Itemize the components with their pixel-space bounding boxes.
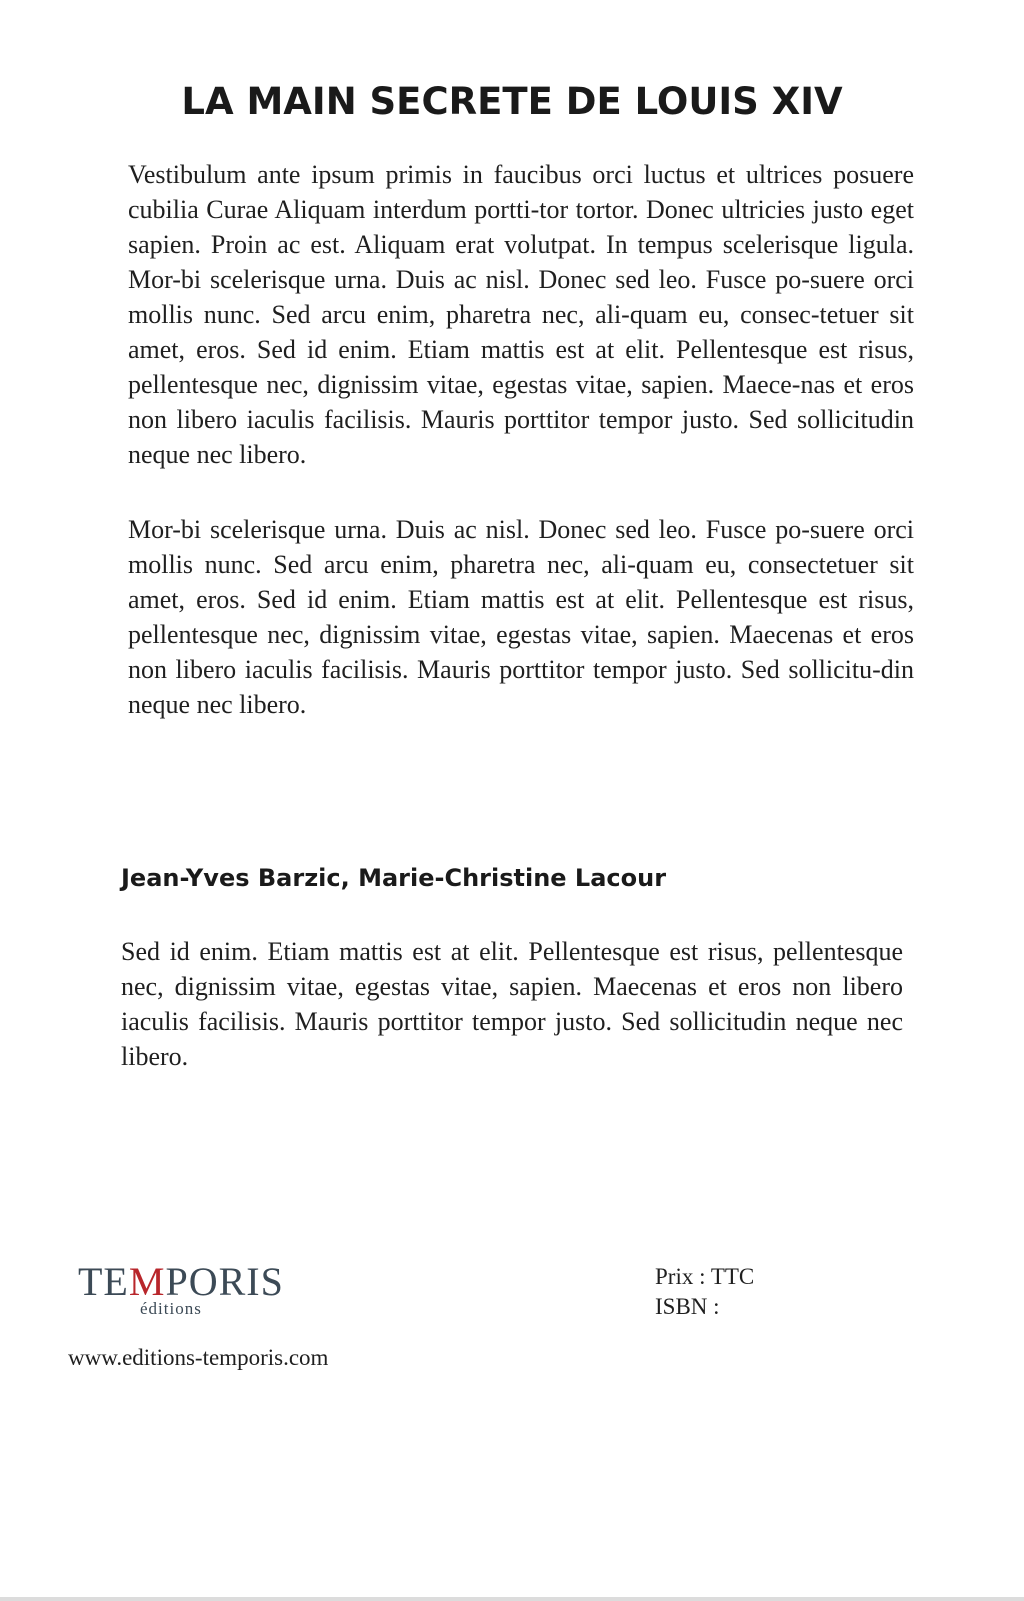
author-bio: Sed id enim. Etiam mattis est at elit. Pellentesque est risus, pellentesque nec, dignissim vitae, egestas vitae, sapien. Maecenas et eros non libero iaculis facilisis. Mauris porttitor tempor justo. Sed sollicitudin neque nec libero. (121, 937, 903, 1071)
summary-paragraph-1: Vestibulum ante ipsum primis in faucibus orci luctus et ultrices posuere cubilia Curae Aliquam interdum portti-tor tortor. Donec ultricies justo eget sapien. Proin ac est. Aliquam erat volutpat. In tempus scelerisque ligula. Mor-bi scelerisque urna. Duis ac nisl. Donec sed leo. Fusce po-suere orci mollis nunc. Sed arcu enim, pharetra nec, ali-quam eu, consec-tetuer sit amet, eros. Sed id enim. Etiam mattis est at elit. Pellentesque est risus, pellentesque nec, dignissim vitae, egestas vitae, sapien. Maece-nas et eros non libero iaculis facilisis. Mauris porttitor tempor justo. Sed sollicitudin neque nec libero. (128, 160, 914, 469)
bottom-divider (0, 1597, 1024, 1601)
book-title: LA MAIN SECRETE DE LOUIS XIV (181, 80, 843, 123)
summary-paragraph-2: Mor-bi scelerisque urna. Duis ac nisl. Donec sed leo. Fusce po-suere orci mollis nunc. Sed arcu enim, pharetra nec, ali-quam eu, consectetuer sit amet, eros. Sed id enim. Etiam mattis est at elit. Pellentesque est risus, pellentesque nec, dignissim vitae, egestas vitae, sapien. Maecenas et eros non libero iaculis facilisis. Mauris porttitor tempor justo. Sed sollicitu-din neque nec libero. (128, 515, 914, 719)
publisher-logo-wordmark (78, 1259, 318, 1304)
publisher-logo (78, 1259, 318, 1322)
publisher-logo-subtitle: éditions (140, 1299, 202, 1318)
publisher-website: www.editions-temporis.com (68, 1345, 329, 1370)
author-names: Jean-Yves Barzic, Marie-Christine Lacour (121, 864, 667, 892)
price-isbn-block (655, 1262, 754, 1322)
isbn-label: ISBN : (655, 1294, 720, 1319)
logo-text-end: PORIS (165, 1259, 284, 1304)
price-label: Prix : TTC (655, 1264, 755, 1289)
logo-text-start: TE (78, 1259, 129, 1304)
logo-text-accent: M (128, 1259, 166, 1304)
